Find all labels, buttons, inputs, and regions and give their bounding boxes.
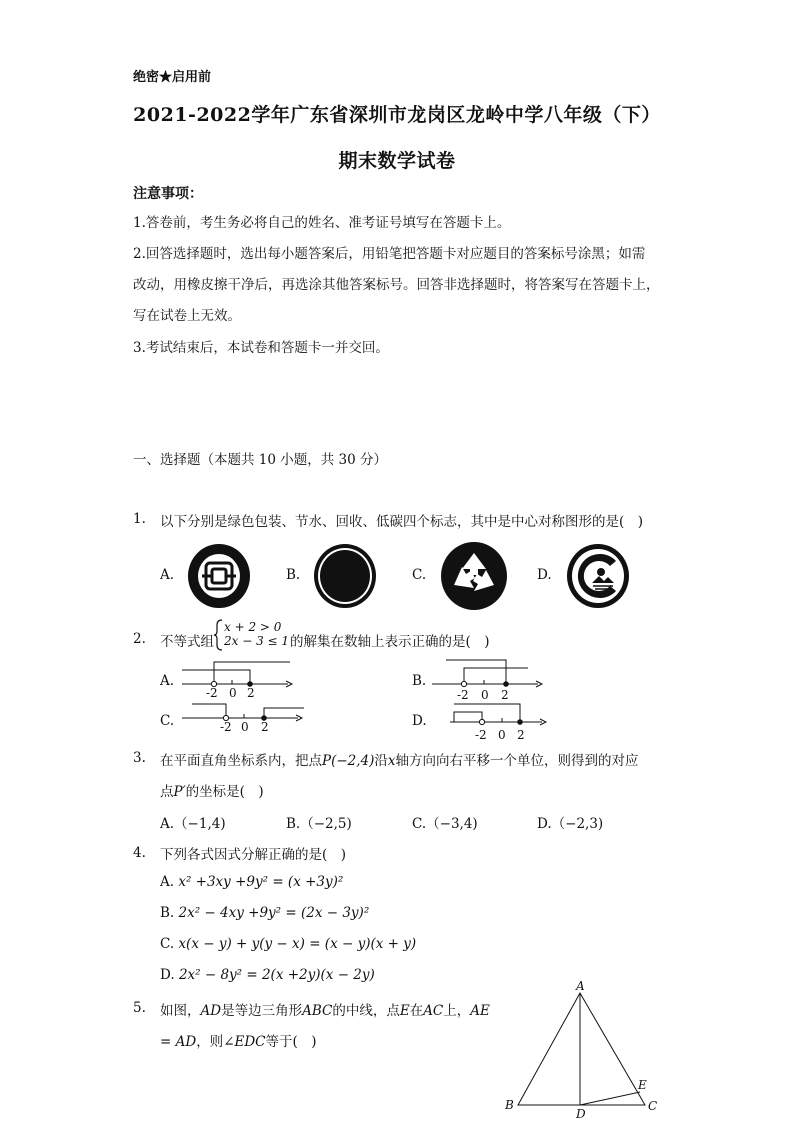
low-carbon-logo-icon [566,543,630,609]
q5-label-d: D [576,1107,586,1121]
q5-number: 5. [133,1000,146,1016]
q2c-tick-0: 0 [241,720,249,734]
q3-option-d[interactable]: D.（−2,3) [537,816,604,832]
system-brace-icon [214,619,224,651]
q2-inequality-1: x + 2 > 0 [224,620,282,634]
notice-item-2a: 2.回答选择题时，选出每小题答案后，用铅笔把答题卡对应题目的答案标号涂黑；如需 [133,246,646,262]
q2b-tick-0: 0 [481,688,489,702]
secret-label: 绝密★启用前 [133,70,212,85]
q2-numberline-b [432,656,547,702]
q4-option-a[interactable]: A. x² +3xy +9y² = (x +3y)² [160,874,344,890]
green-packaging-logo-icon [187,543,251,609]
q4-option-d[interactable]: D. 2x² − 8y² = 2(x +2y)(x − 2y) [160,967,375,983]
notice-heading: 注意事项： [133,186,203,202]
q3-number: 3. [133,750,146,766]
q3-line-2: 点P′的坐标是( ) [160,784,264,800]
q2-prefix: 不等式组 [160,634,214,650]
notice-item-2b: 改动，用橡皮擦干净后，再选涂其他答案标号。回答非选择题时，将答案写在答题卡上， [133,277,660,293]
q1-number: 1. [133,511,146,527]
q4-option-b[interactable]: B. 2x² − 4xy +9y² = (2x − 3y)² [160,905,370,921]
q2-numberline-a [182,658,297,704]
q5-label-e: E [638,1078,647,1092]
exam-subtitle: 期末数学试卷 [338,150,456,172]
q1-option-c[interactable]: C. [412,567,427,583]
q2a-tick-2: 2 [247,686,255,700]
q1-option-d[interactable]: D. [537,567,552,583]
q2b-tick-2: 2 [501,688,509,702]
q5-label-b: B [505,1098,514,1112]
q2c-tick-neg2: -2 [220,720,232,734]
exam-title: 2021-2022学年广东省深圳市龙岗区龙岭中学八年级（下） [133,104,661,126]
q2b-tick-neg2: -2 [457,688,469,702]
q2d-tick-2: 2 [517,728,525,742]
water-saving-logo-icon [313,543,377,609]
notice-item-1: 1.答卷前，考生务必将自己的姓名、准考证号填写在答题卡上。 [133,215,511,231]
q3-option-a[interactable]: A.（−1,4) [160,816,226,832]
q5-line-2: = AD，则∠EDC等于( ) [160,1034,317,1050]
q5-line-1: 如图，AD是等边三角形ABC的中线，点E在AC上，AE [160,1003,490,1019]
q3-option-b[interactable]: B.（−2,5) [286,816,352,832]
q4-number: 4. [133,845,146,861]
q4-option-c[interactable]: C. x(x − y) + y(y − x) = (x − y)(x + y) [160,936,417,952]
q2d-tick-neg2: -2 [475,728,487,742]
q3-line-1: 在平面直角坐标系内，把点P(−2,4)沿x轴方向向右平移一个单位，则得到的对应 [160,753,639,769]
q1-option-b[interactable]: B. [286,567,301,583]
q1-option-a[interactable]: A. [160,567,175,583]
notice-item-2c: 写在试卷上无效。 [133,308,241,324]
q2a-tick-neg2: -2 [206,686,218,700]
q2c-tick-2: 2 [261,720,269,734]
q5-label-c: C [648,1099,658,1113]
notice-item-3: 3.考试结束后，本试卷和答题卡一并交回。 [133,340,389,356]
q2-number: 2. [133,631,146,647]
q1-text: 以下分别是绿色包装、节水、回收、低碳四个标志，其中是中心对称图形的是( ) [160,514,644,530]
q2a-tick-0: 0 [229,686,237,700]
q2d-tick-0: 0 [498,728,506,742]
q2-option-c[interactable]: C. [160,713,175,729]
q4-text: 下列各式因式分解正确的是( ) [160,847,347,863]
q2-option-b[interactable]: B. [412,673,427,689]
q5-label-a: A [576,979,585,993]
q2-numberline-d [450,700,550,730]
q2-option-a[interactable]: A. [160,673,175,689]
q2-suffix: 的解集在数轴上表示正确的是( ) [290,634,490,650]
q5-triangle-figure [500,975,670,1123]
q2-option-d[interactable]: D. [412,713,427,729]
q2-inequality-2: 2x − 3 ≤ 1 [224,634,290,648]
q3-option-c[interactable]: C.（−3,4) [412,816,478,832]
section-title: 一、选择题（本题共 10 小题，共 30 分） [133,452,388,468]
recycle-logo-icon [440,541,508,611]
